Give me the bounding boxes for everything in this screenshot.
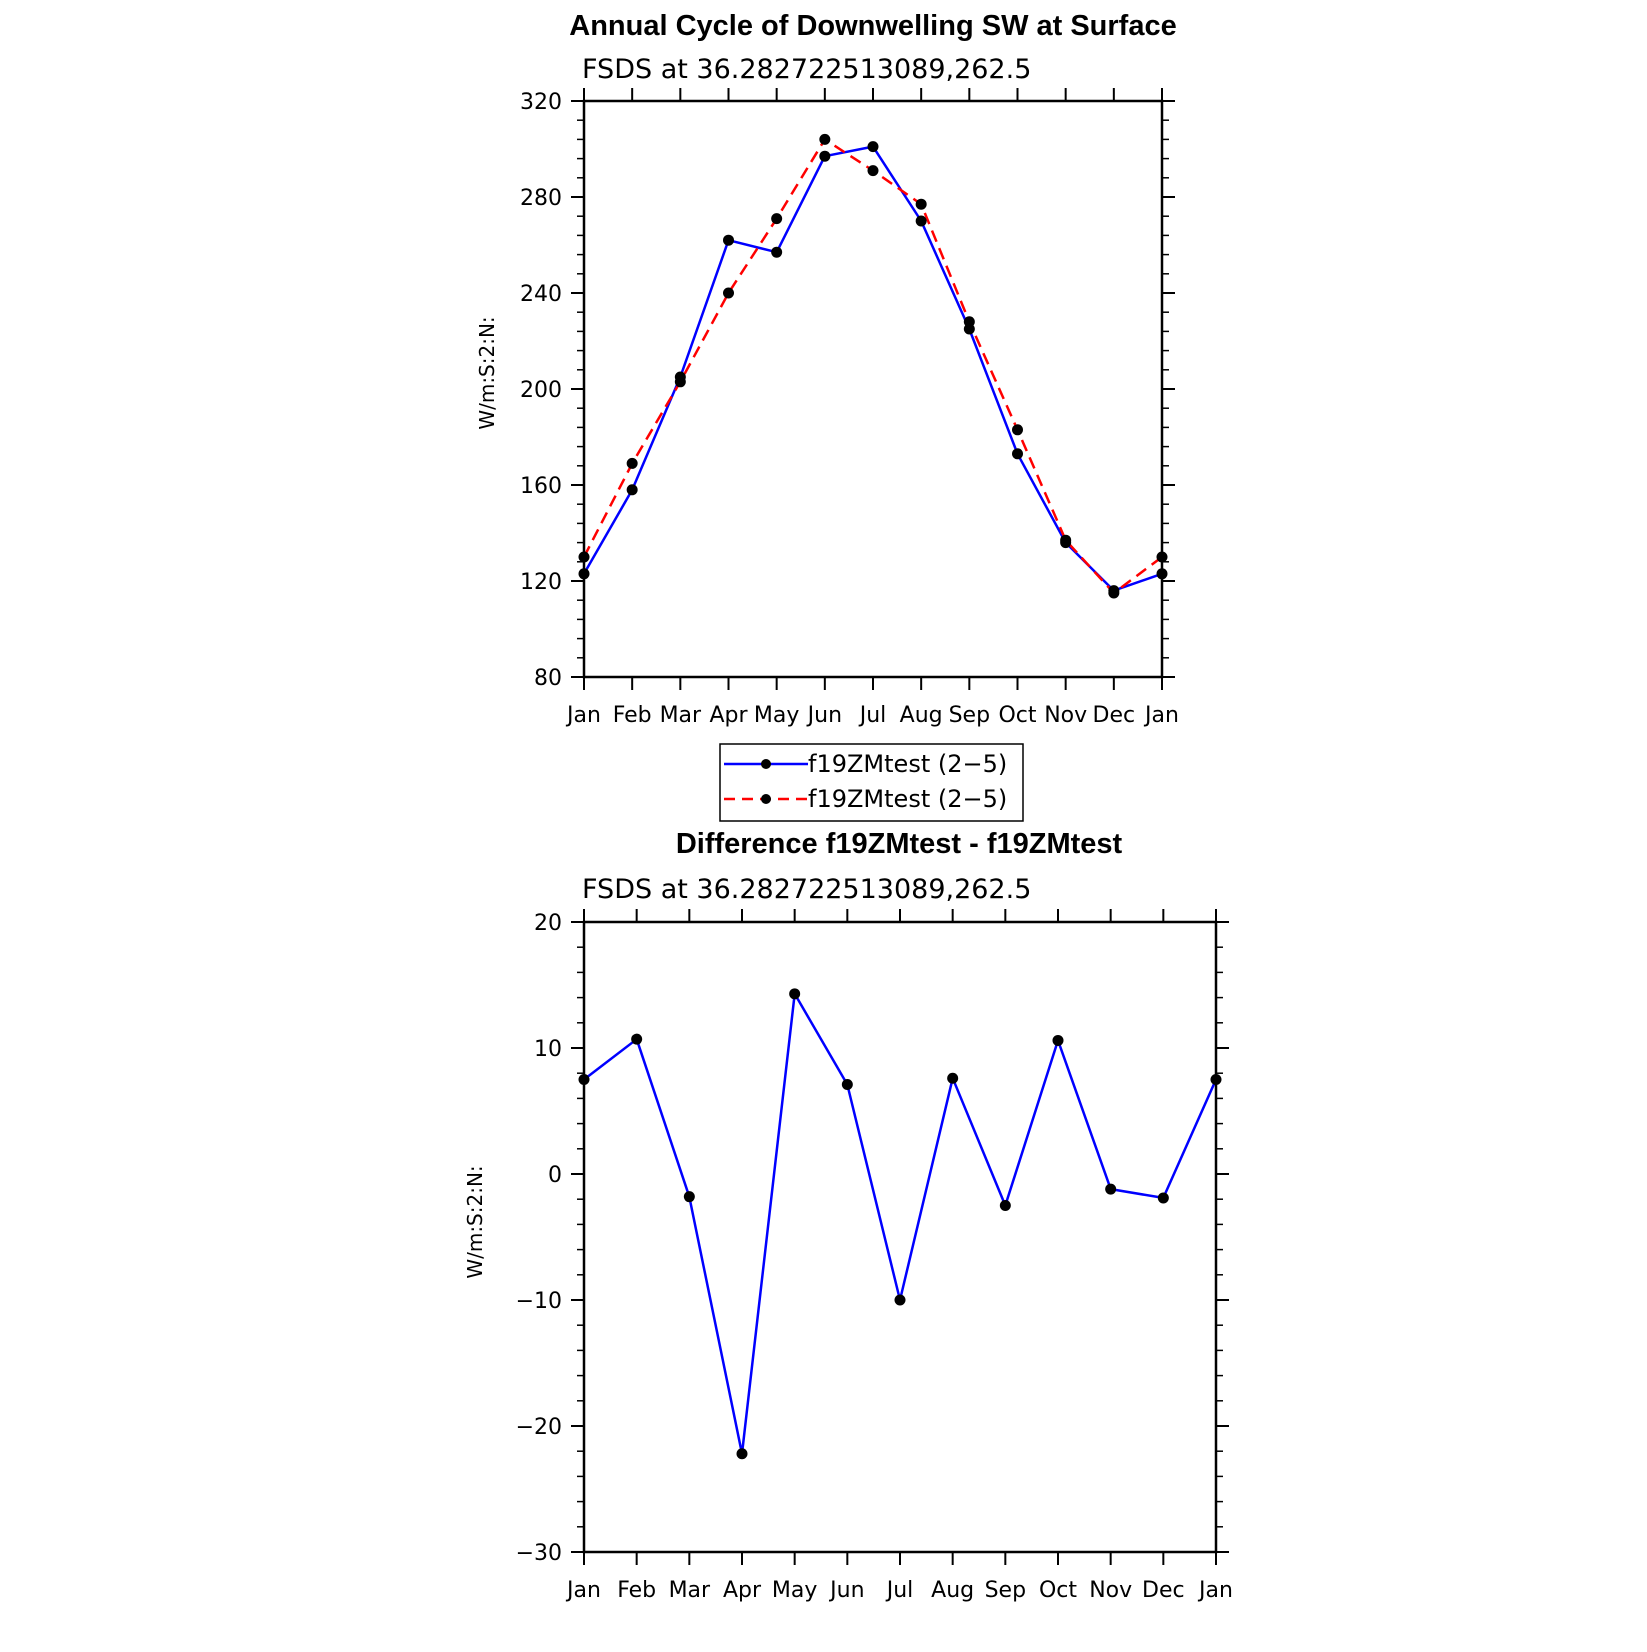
top-series-2-point [868,165,879,176]
top-x-tick-label: Feb [612,703,652,728]
bottom-x-tick-label: Jan [1199,1578,1233,1603]
bottom-series-1-point [842,1079,853,1090]
top-series-2-point [1060,535,1071,546]
top-y-tick-label: 160 [520,474,562,499]
top-series-2-point [579,552,590,563]
top-series-1-point [916,216,927,227]
bottom-y-tick-label: 0 [548,1163,562,1188]
legend-marker-series-1 [761,759,771,769]
top-series-1-point [819,151,830,162]
top-y-tick-label: 240 [520,282,562,307]
bottom-panel [463,828,1233,1603]
top-x-tick-label: May [753,703,800,728]
bottom-series-1-point [1211,1074,1222,1085]
top-series-1-point [627,484,638,495]
bottom-series-1-point [1105,1184,1116,1195]
top-y-tick-label: 80 [534,666,562,691]
bottom-series-1-point [789,988,800,999]
bottom-y-tick-label: −30 [515,1541,562,1566]
top-series-2-point [916,199,927,210]
top-x-tick-label: Dec [1092,703,1136,728]
top-y-tick-label: 280 [520,186,562,211]
top-series-2-point [771,213,782,224]
bottom-y-tick-label: 10 [534,1037,562,1062]
top-series-2-point [675,376,686,387]
bottom-x-tick-label: Jul [886,1578,914,1603]
bottom-x-tick-label: Jun [830,1578,865,1603]
top-plot-frame [584,101,1162,677]
bottom-x-tick-label: May [771,1578,818,1603]
top-x-tick-label: Jan [567,703,601,728]
bottom-series-1-point [1053,1035,1064,1046]
bottom-chart-title: Difference f19ZMtest - f19ZMtest [675,828,1123,860]
top-series-1-point [579,568,590,579]
bottom-x-tick-label: Sep [984,1578,1027,1603]
legend-label-series-1: f19ZMtest (2−5) [808,750,1008,778]
top-series-2-line [584,139,1162,593]
legend-label-series-2: f19ZMtest (2−5) [808,785,1008,813]
bottom-x-tick-label: Dec [1142,1578,1185,1603]
bottom-x-tick-label: Jan [567,1578,601,1603]
top-y-tick-label: 320 [520,90,562,115]
top-plot-area [520,88,1179,728]
bottom-plot-frame [584,922,1216,1552]
top-x-tick-label: Jun [807,703,843,728]
bottom-y-tick-label: −10 [515,1289,562,1314]
top-x-tick-label: Sep [948,703,991,728]
top-series-2-point [1108,588,1119,599]
bottom-plot-area [516,909,1233,1603]
top-x-tick-label: Apr [709,703,748,728]
top-x-tick-label: Jul [859,703,887,728]
bottom-x-tick-label: Apr [722,1578,762,1603]
top-series-2-point [819,134,830,145]
top-chart-subtitle: FSDS at 36.282722513089,262.5 [582,54,1032,85]
top-series-1-point [1012,448,1023,459]
top-x-tick-label: Oct [998,703,1037,728]
bottom-y-axis-label: W/m:S:2:N: [463,1165,487,1279]
bottom-x-tick-label: Feb [617,1578,657,1603]
bottom-series-1-point [684,1191,695,1202]
top-series-1-line [584,147,1162,591]
bottom-x-tick-label: Nov [1089,1578,1133,1603]
bottom-series-1-point [947,1073,958,1084]
bottom-x-tick-label: Oct [1038,1578,1078,1603]
bottom-x-tick-label: Aug [931,1578,975,1603]
top-panel [475,10,1179,821]
top-x-tick-label: Nov [1044,703,1088,728]
top-series-2-point [627,458,638,469]
legend [720,744,1023,821]
top-series-2-point [1157,552,1168,563]
top-series-1-point [723,235,734,246]
bottom-x-tick-label: Mar [668,1578,711,1603]
top-chart-title: Annual Cycle of Downwelling SW at Surface [569,10,1177,42]
top-series-2-point [723,288,734,299]
bottom-series-1-point [895,1295,906,1306]
bottom-series-1-point [737,1448,748,1459]
bottom-y-tick-label: 20 [534,911,562,936]
top-x-tick-label: Aug [899,703,943,728]
top-series-1-point [771,247,782,258]
top-series-2-point [964,316,975,327]
bottom-series-1-point [1158,1192,1169,1203]
top-x-tick-label: Jan [1145,703,1179,728]
bottom-series-1-point [631,1034,642,1045]
top-y-tick-label: 200 [520,378,562,403]
bottom-series-1-line [584,994,1216,1454]
top-y-axis-label: W/m:S:2:N: [475,316,499,430]
top-x-tick-label: Mar [659,703,702,728]
top-series-2-point [1012,424,1023,435]
bottom-chart-subtitle: FSDS at 36.282722513089,262.5 [582,874,1032,905]
top-series-1-point [868,141,879,152]
top-series-1-point [1157,568,1168,579]
top-y-tick-label: 120 [520,570,562,595]
bottom-series-1-point [579,1074,590,1085]
bottom-series-1-point [1000,1200,1011,1211]
legend-marker-series-2 [761,794,771,804]
bottom-y-tick-label: −20 [515,1415,562,1440]
